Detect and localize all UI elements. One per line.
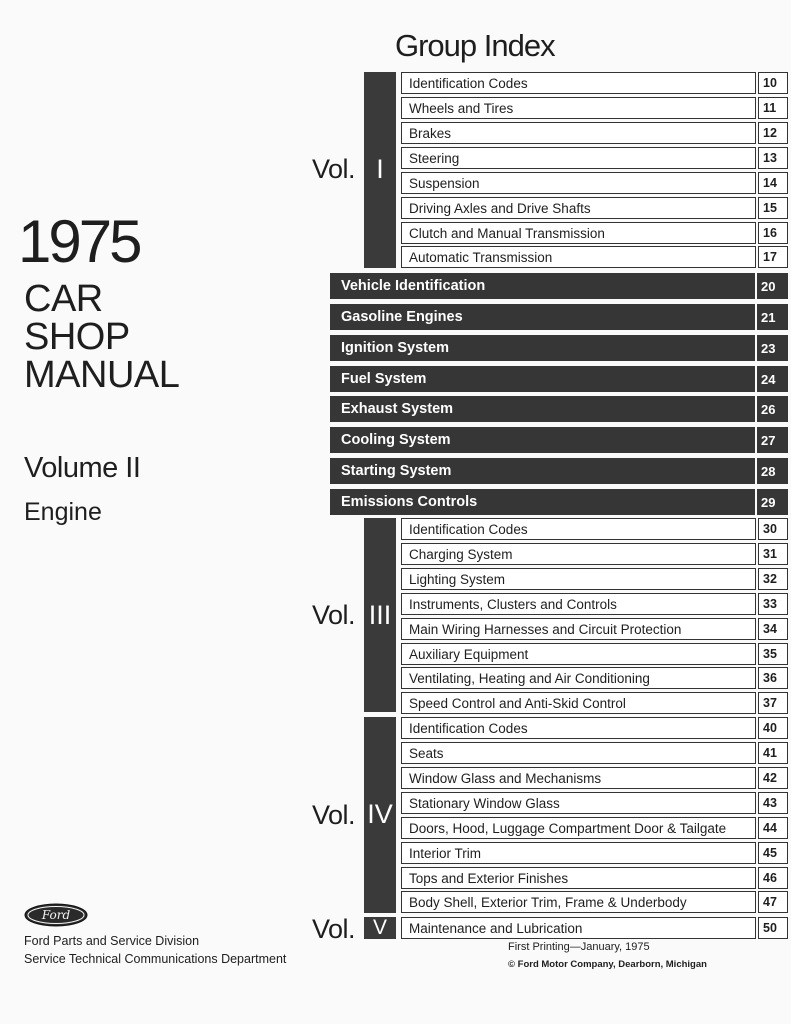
manual-title-line: CAR: [24, 278, 103, 320]
group-number: 13: [758, 147, 788, 169]
group-number: 43: [758, 792, 788, 814]
vol-iv-bar: [364, 717, 396, 913]
index-row: Suspension: [401, 172, 756, 194]
group-number: 35: [758, 643, 788, 665]
group-number: 30: [758, 518, 788, 540]
group-number: 12: [758, 122, 788, 144]
index-row: Auxiliary Equipment: [401, 643, 756, 665]
index-row: Driving Axles and Drive Shafts: [401, 197, 756, 219]
engine-group-band: Emissions Controls: [330, 489, 755, 515]
department-name: Service Technical Communications Department: [24, 952, 287, 966]
group-number: 28: [757, 458, 788, 484]
index-row: Main Wiring Harnesses and Circuit Protection: [401, 618, 756, 640]
vol-v-bar: [364, 917, 396, 939]
vol-v-numeral: V: [372, 916, 387, 939]
group-number: 46: [758, 867, 788, 889]
index-row: Window Glass and Mechanisms: [401, 767, 756, 789]
group-number: 36: [758, 667, 788, 689]
group-number: 32: [758, 568, 788, 590]
engine-group-band: Exhaust System: [330, 396, 755, 422]
index-row: Stationary Window Glass: [401, 792, 756, 814]
group-number: 27: [757, 427, 788, 453]
vol-label: Vol.: [312, 600, 356, 630]
index-row: Identification Codes: [401, 518, 756, 540]
vol-i-bar: [364, 72, 396, 268]
index-row: Doors, Hood, Luggage Compartment Door & Tailgate: [401, 817, 756, 839]
division-name: Ford Parts and Service Division: [24, 934, 200, 948]
vol-iii-bar: [364, 518, 396, 712]
group-number: 50: [758, 917, 788, 939]
group-number: 14: [758, 172, 788, 194]
engine-group-band: Fuel System: [330, 366, 755, 392]
index-row: Charging System: [401, 543, 756, 565]
volume-title: Volume II: [24, 452, 141, 484]
group-number: 20: [757, 273, 788, 299]
index-row: Instruments, Clusters and Controls: [401, 593, 756, 615]
group-number: 11: [758, 97, 788, 119]
index-row: Wheels and Tires: [401, 97, 756, 119]
manual-title-line: SHOP: [24, 316, 130, 358]
printing-date: First Printing—January, 1975: [508, 941, 650, 953]
engine-group-band: Gasoline Engines: [330, 304, 755, 330]
group-number: 15: [758, 197, 788, 219]
index-row: Seats: [401, 742, 756, 764]
ford-logo-text: Ford: [41, 908, 71, 922]
index-row: Maintenance and Lubrication: [401, 917, 756, 939]
index-row: Tops and Exterior Finishes: [401, 867, 756, 889]
volume-subtitle: Engine: [24, 498, 102, 526]
engine-group-band: Vehicle Identification: [330, 273, 755, 299]
group-number: 40: [758, 717, 788, 739]
year: 1975: [18, 208, 140, 275]
index-row: Body Shell, Exterior Trim, Frame & Underbody: [401, 891, 756, 913]
index-row: Ventilating, Heating and Air Conditioning: [401, 667, 756, 689]
ford-oval-logo: [24, 903, 88, 927]
vol-i-numeral: I: [376, 154, 384, 184]
group-number: 42: [758, 767, 788, 789]
manual-title-line: MANUAL: [24, 354, 180, 396]
group-number: 37: [758, 692, 788, 714]
engine-group-band: Cooling System: [330, 427, 755, 453]
group-number: 31: [758, 543, 788, 565]
group-number: 10: [758, 72, 788, 94]
index-row: Speed Control and Anti-Skid Control: [401, 692, 756, 714]
index-row: Interior Trim: [401, 842, 756, 864]
index-row: Clutch and Manual Transmission: [401, 222, 756, 244]
group-index-title: Group Index: [395, 28, 555, 63]
index-row: Steering: [401, 147, 756, 169]
group-number: 29: [757, 489, 788, 515]
index-row: Automatic Transmission: [401, 246, 756, 268]
group-number: 34: [758, 618, 788, 640]
group-number: 16: [758, 222, 788, 244]
group-number: 26: [757, 396, 788, 422]
vol-label: Vol.: [312, 154, 356, 184]
group-number: 45: [758, 842, 788, 864]
engine-group-band: Ignition System: [330, 335, 755, 361]
group-number: 23: [757, 335, 788, 361]
group-number: 21: [757, 304, 788, 330]
index-row: Brakes: [401, 122, 756, 144]
group-number: 17: [758, 246, 788, 268]
vol-iii-numeral: III: [368, 600, 392, 630]
index-row: Identification Codes: [401, 72, 756, 94]
group-number: 44: [758, 817, 788, 839]
engine-group-band: Starting System: [330, 458, 755, 484]
group-number: 47: [758, 891, 788, 913]
vol-label: Vol.: [312, 914, 356, 944]
vol-iv-numeral: IV: [367, 799, 393, 829]
group-number: 41: [758, 742, 788, 764]
index-row: Lighting System: [401, 568, 756, 590]
index-row: Identification Codes: [401, 717, 756, 739]
vol-label: Vol.: [312, 800, 356, 830]
group-number: 24: [757, 366, 788, 392]
group-number: 33: [758, 593, 788, 615]
copyright-notice: © Ford Motor Company, Dearborn, Michigan: [508, 959, 707, 970]
